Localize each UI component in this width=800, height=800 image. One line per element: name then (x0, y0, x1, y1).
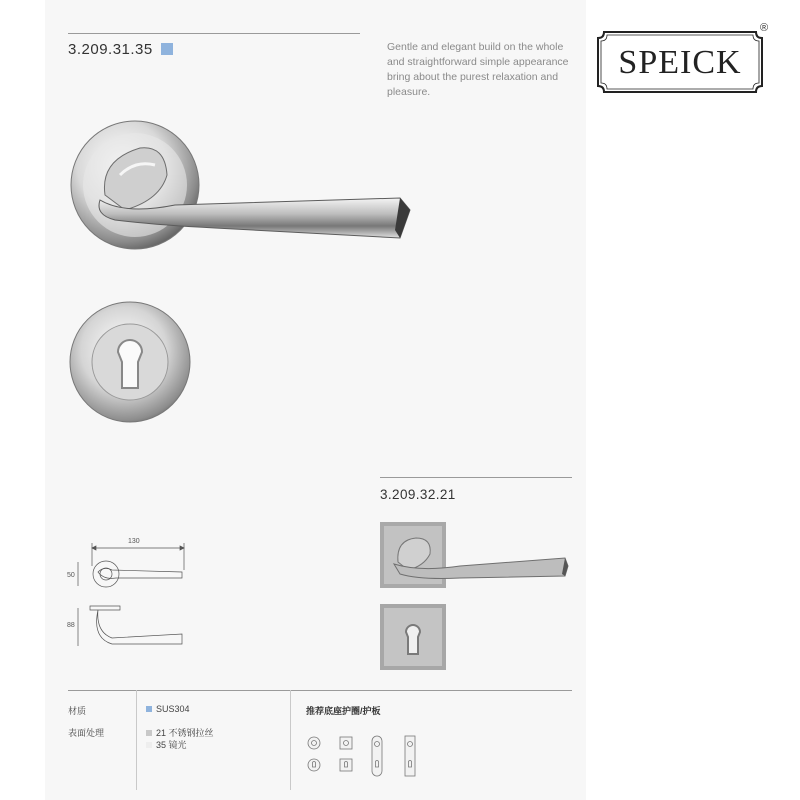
brushed-swatch-icon (146, 730, 152, 736)
registered-mark: ® (760, 22, 769, 34)
mirror-swatch-icon (146, 742, 152, 748)
product-code (68, 41, 173, 58)
variant-escutcheon-image (380, 604, 446, 670)
dimension-drawing (76, 540, 190, 650)
brand-name: SPEICK (618, 44, 742, 81)
variant-rule (380, 477, 572, 478)
brand-logo (596, 30, 764, 94)
material-value: SUS304 (146, 704, 190, 714)
finish-option-brushed: 21 不锈钢拉丝 (146, 726, 214, 739)
accent-square-icon (161, 43, 173, 55)
escutcheon-rose-image (68, 300, 192, 424)
product-code-text: 3.209.31.35 (68, 41, 153, 58)
product-description: Gentle and elegant build on the whole and straightforward simple appearance bring about the purest relaxation and pleasure. (387, 41, 569, 98)
finish-option-mirror: 35 镜光 (146, 738, 187, 751)
header-rule (68, 33, 360, 34)
spec-divider-2 (290, 690, 291, 790)
recommended-base-icons (305, 734, 425, 778)
finish-label: 表面处理 (68, 728, 105, 738)
spec-divider-1 (136, 690, 137, 790)
dim-depth: 88 (67, 622, 75, 629)
variant-handle-image (380, 522, 570, 588)
dim-height: 50 (67, 572, 75, 579)
spec-table-rule (68, 690, 572, 691)
dim-length: 130 (128, 538, 140, 545)
material-label: 材质 (68, 706, 87, 716)
recommend-label: 推荐底座护圈/护板 (306, 706, 381, 716)
material-swatch-icon (146, 706, 152, 712)
lever-handle-image (65, 120, 425, 260)
variant-code: 3.209.32.21 (380, 487, 456, 502)
